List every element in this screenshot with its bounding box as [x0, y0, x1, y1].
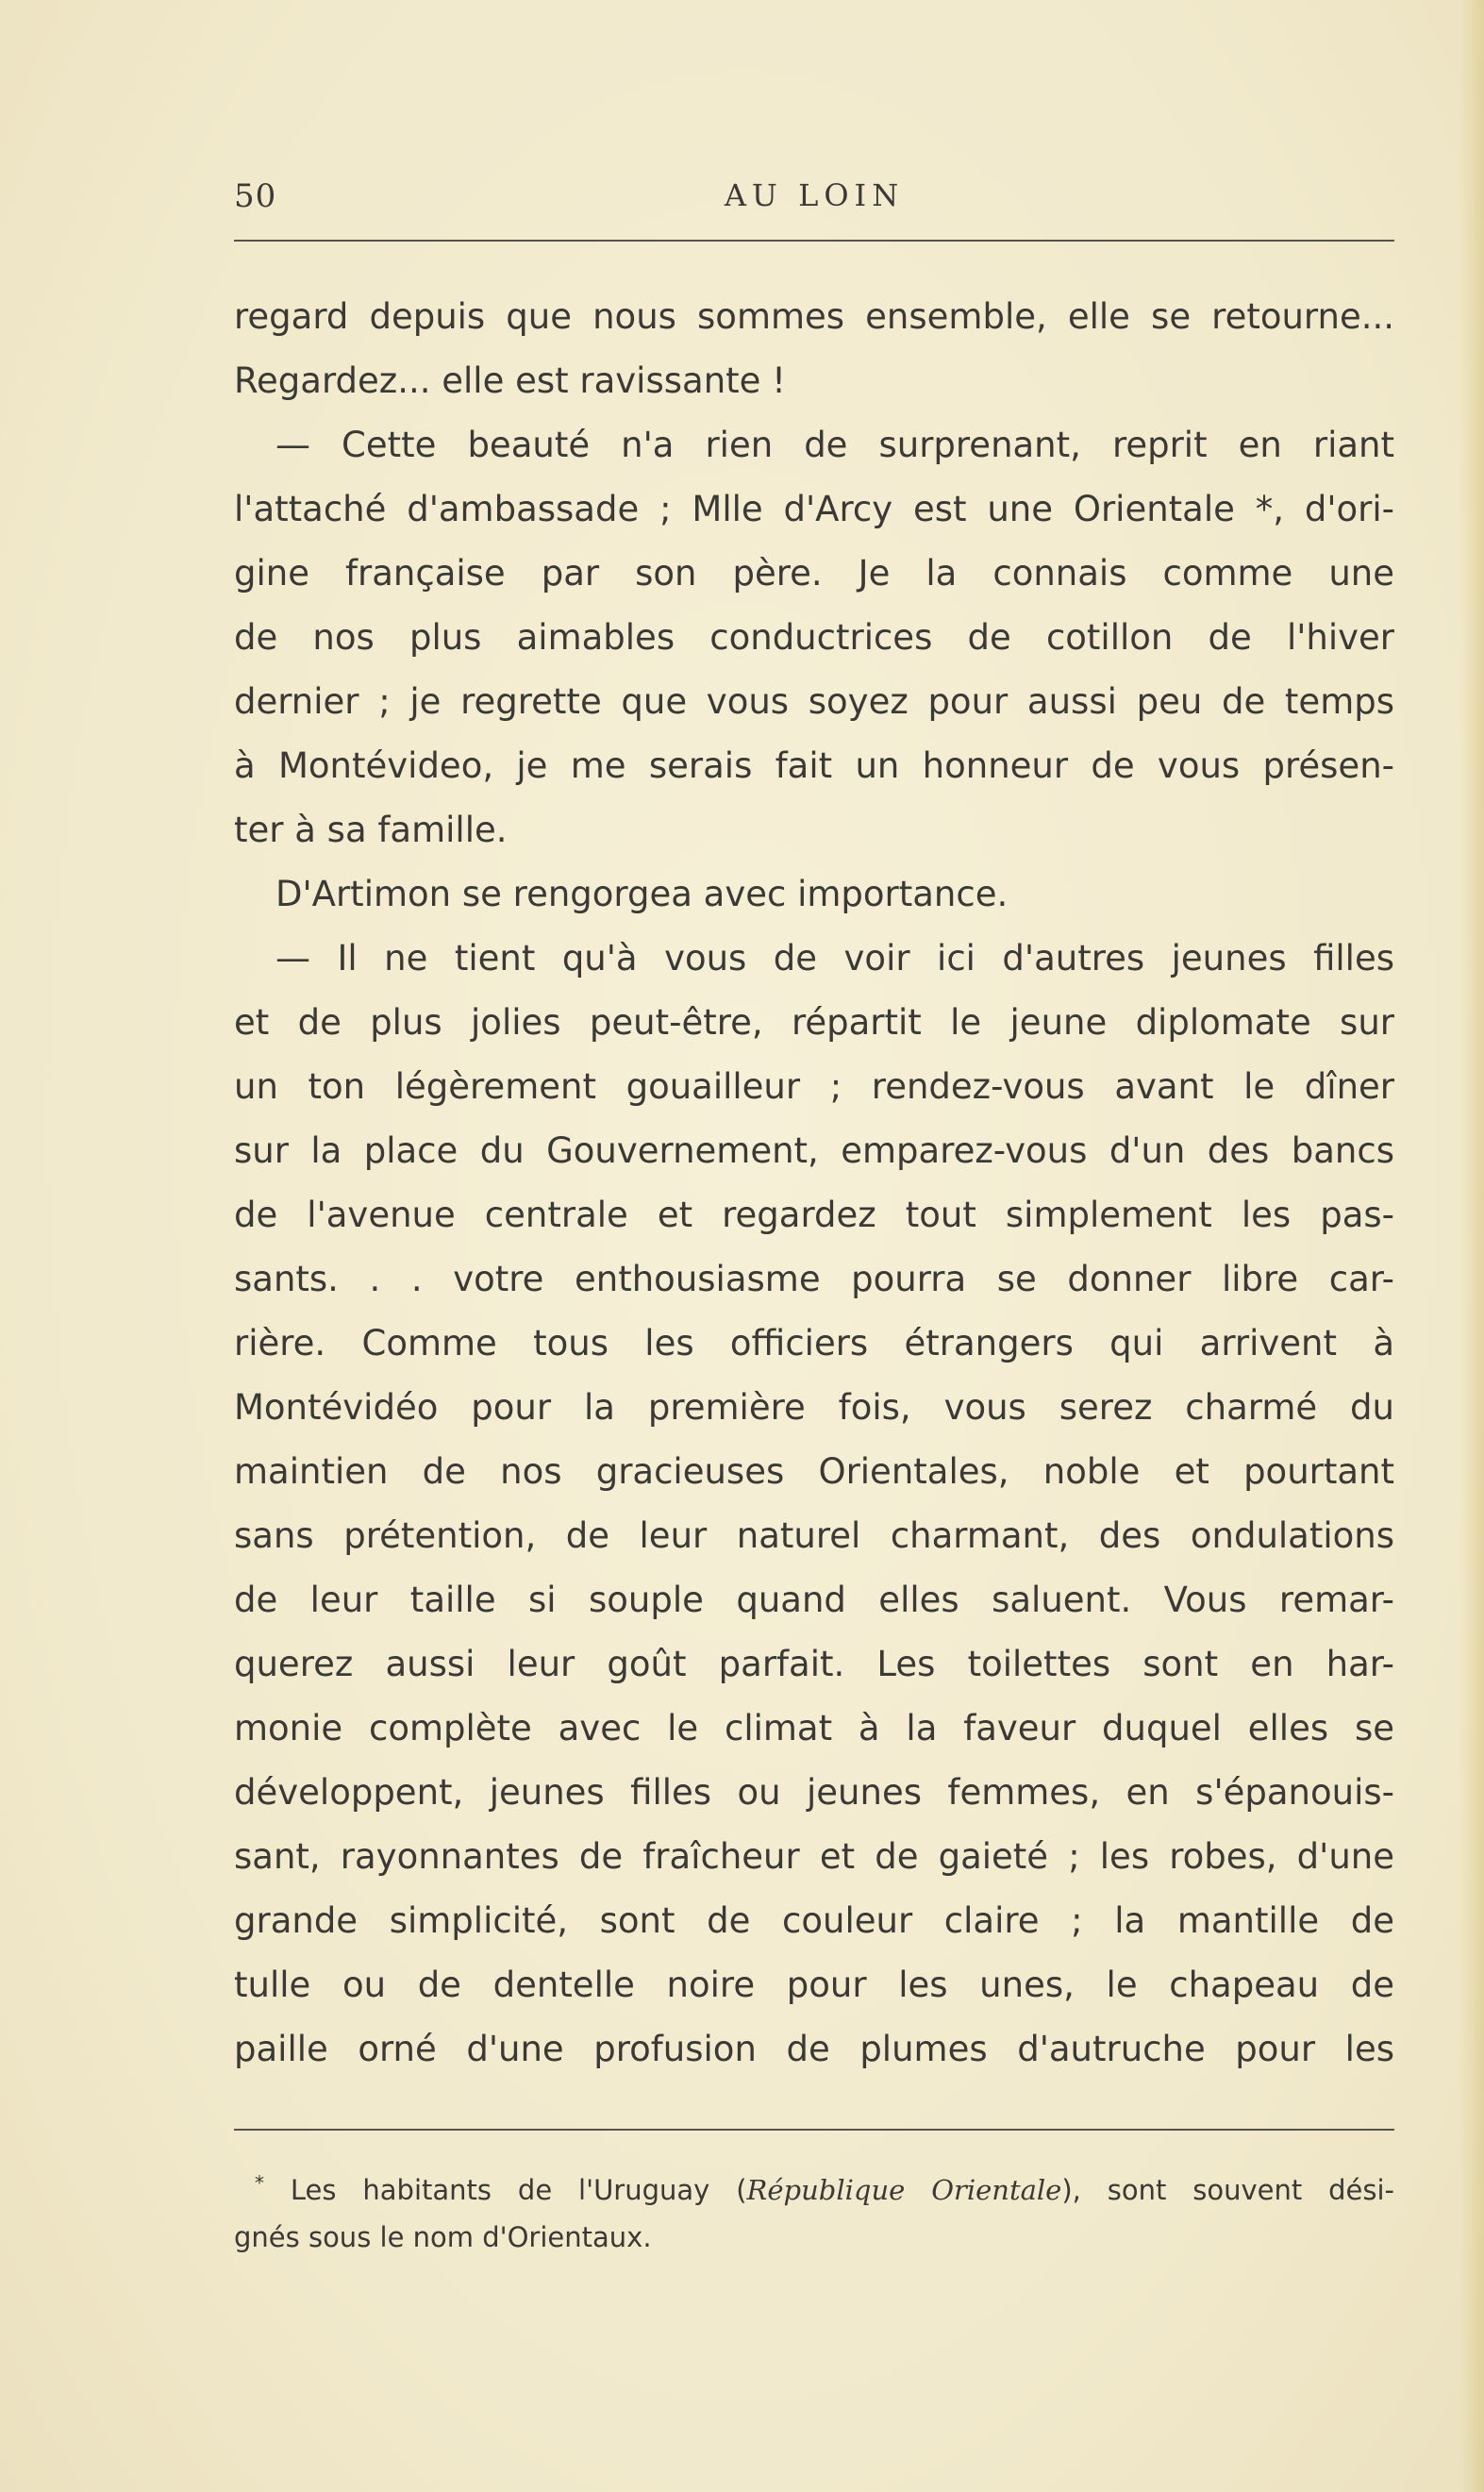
body-text: [234, 285, 1394, 2082]
text-line: Montévidéo pour la première fois, vous serez charmé du: [234, 1387, 1394, 1428]
page-edge-shadow: [1459, 0, 1484, 2492]
page-number: 50: [234, 177, 277, 215]
text-line: maintien de nos gracieuses Orientales, noble et pourtant: [234, 1451, 1394, 1492]
text-line: à Montévideo, je me serais fait un honneur de vous présen-: [234, 745, 1394, 786]
text-line: tulle ou de dentelle noire pour les unes, le chapeau de: [234, 1965, 1394, 2005]
text-line: de l'avenue centrale et regardez tout simplement les pas-: [234, 1195, 1394, 1235]
footnote-text-after: ), sont souvent dési-: [1061, 2174, 1395, 2206]
text-line: de leur taille si souple quand elles saluent. Vous remar-: [234, 1580, 1394, 1620]
footnote-rule: [234, 2129, 1394, 2131]
text-line: l'attaché d'ambassade ; Mlle d'Arcy est une Orientale *, d'ori-: [234, 489, 1394, 529]
header-rule: [234, 240, 1394, 242]
footnote-line: gnés sous le nom d'Orientaux.: [234, 2221, 652, 2253]
text-line: sans prétention, de leur naturel charmant, des ondulations: [234, 1515, 1394, 1556]
text-line: D'Artimon se rengorgea avec importance.: [275, 874, 1009, 914]
text-line: gine française par son père. Je la connais comme une: [234, 553, 1394, 594]
footnote-italic: République Orientale: [746, 2174, 1062, 2206]
text-line: dernier ; je regrette que vous soyez pour aussi peu de temps: [234, 681, 1394, 722]
text-line: paille orné d'une profusion de plumes d'autruche pour les: [234, 2029, 1394, 2069]
footnote: [234, 2166, 1394, 2261]
text-line: sur la place du Gouvernement, emparez-vous d'un des bancs: [234, 1130, 1394, 1171]
text-line: — Cette beauté n'a rien de surprenant, reprit en riant: [275, 425, 1394, 465]
text-line: un ton légèrement gouailleur ; rendez-vous avant le dîner: [234, 1066, 1394, 1107]
running-head: [234, 168, 1394, 221]
text-line: Regardez... elle est ravissante !: [234, 360, 787, 401]
text-line: regard depuis que nous sommes ensemble, elle se retourne...: [234, 296, 1394, 337]
footnote-text-before: Les habitants de l'Uruguay (: [290, 2174, 747, 2206]
text-line: grande simplicité, sont de couleur claire ; la mantille de: [234, 1900, 1394, 1941]
running-title: AU LOIN: [724, 177, 905, 213]
footnote-line: [234, 2166, 1394, 2214]
text-line: et de plus jolies peut-être, répartit le jeune diplomate sur: [234, 1002, 1394, 1043]
text-line: développent, jeunes filles ou jeunes femmes, en s'épanouis-: [234, 1772, 1394, 1813]
text-line: querez aussi leur goût parfait. Les toilettes sont en har-: [234, 1644, 1394, 1684]
text-line: sant, rayonnantes de fraîcheur et de gaieté ; les robes, d'une: [234, 1836, 1394, 1877]
text-line: sants. . . votre enthousiasme pourra se donner libre car-: [234, 1259, 1394, 1299]
text-line: ter à sa famille.: [234, 810, 508, 850]
text-line: — Il ne tient qu'à vous de voir ici d'autres jeunes filles: [275, 938, 1394, 978]
text-line: de nos plus aimables conductrices de cotillon de l'hiver: [234, 617, 1394, 658]
footnote-marker: *: [255, 2171, 264, 2195]
text-line: rière. Comme tous les officiers étrangers qui arrivent à: [234, 1323, 1394, 1363]
text-line: monie complète avec le climat à la faveur duquel elles se: [234, 1708, 1394, 1748]
